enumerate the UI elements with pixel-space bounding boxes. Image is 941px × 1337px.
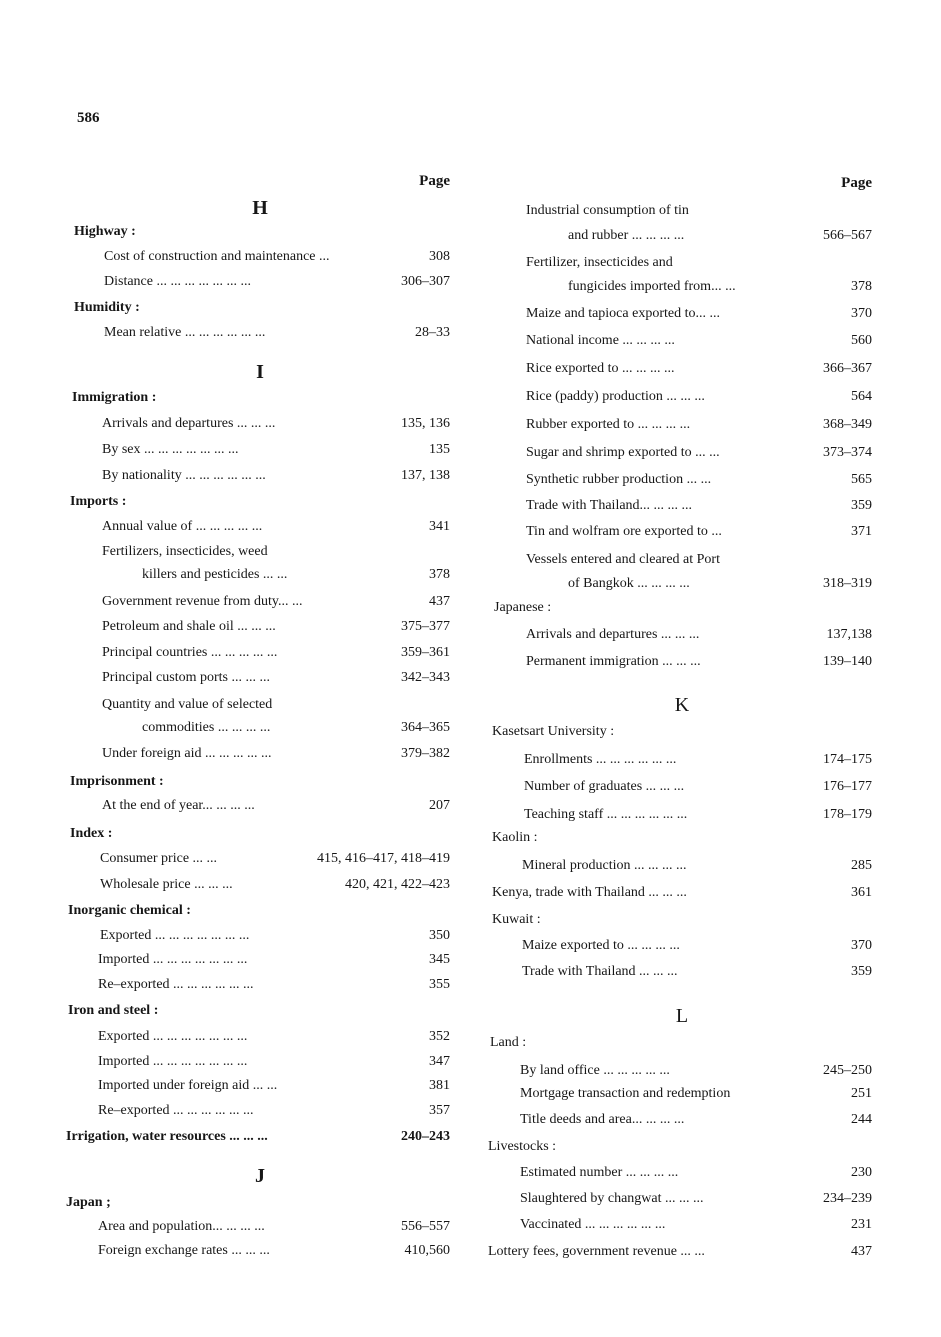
- page-reference: 371: [851, 524, 872, 539]
- page-reference: 381: [429, 1078, 450, 1093]
- page-reference: 135, 136: [401, 416, 450, 431]
- page-number: 586: [77, 110, 100, 126]
- entry-label: Exported ... ... ... ... ... ... ...: [100, 928, 250, 943]
- entry-label: Vessels entered and cleared at Port: [526, 552, 720, 567]
- entry-label: Industrial consumption of tin: [526, 203, 689, 218]
- entry-label: Index :: [70, 826, 113, 841]
- entry-label: Japanese :: [494, 600, 552, 615]
- entry-label: Mean relative ... ... ... ... ... ...: [104, 325, 266, 340]
- page-reference: 231: [851, 1217, 872, 1232]
- page-reference: 234–239: [823, 1191, 872, 1206]
- page-reference: 135: [429, 442, 450, 457]
- entry-label: Re–exported ... ... ... ... ... ...: [98, 1103, 254, 1118]
- entry-label: Permanent immigration ... ... ...: [526, 654, 701, 669]
- page-reference: 373–374: [823, 445, 872, 460]
- page-reference: 359: [851, 498, 872, 513]
- page-reference: 342–343: [401, 670, 450, 685]
- entry-label: Vaccinated ... ... ... ... ... ...: [520, 1217, 666, 1232]
- entry-label: Land :: [490, 1035, 527, 1050]
- entry-label: Principal custom ports ... ... ...: [102, 670, 270, 685]
- page-reference: 415, 416–417, 418–419: [317, 851, 450, 866]
- entry-label: Rice (paddy) production ... ... ...: [526, 389, 705, 404]
- entry-label: fungicides imported from... ...: [568, 279, 736, 294]
- page-reference: 378: [851, 279, 872, 294]
- entry-label: Rubber exported to ... ... ... ...: [526, 417, 691, 432]
- entry-label: killers and pesticides ... ...: [142, 567, 288, 582]
- entry-label: Inorganic chemical :: [68, 903, 191, 918]
- entry-label: Imprisonment :: [70, 774, 164, 789]
- page-reference: 251: [851, 1086, 872, 1101]
- page-reference: 28–33: [415, 325, 450, 340]
- entry-label: Government revenue from duty... ...: [102, 594, 303, 609]
- entry-label: National income ... ... ... ...: [526, 333, 675, 348]
- entry-label: By land office ... ... ... ... ...: [520, 1063, 670, 1078]
- entry-label: By nationality ... ... ... ... ... ...: [102, 468, 266, 483]
- entry-label: Estimated number ... ... ... ...: [520, 1165, 679, 1180]
- entry-label: Cost of construction and maintenance ...: [104, 249, 330, 264]
- entry-label: Under foreign aid ... ... ... ... ...: [102, 746, 272, 761]
- page-reference: 345: [429, 952, 450, 967]
- page-reference: 318–319: [823, 576, 872, 591]
- entry-label: By sex ... ... ... ... ... ... ...: [102, 442, 239, 457]
- page-reference: 139–140: [823, 654, 872, 669]
- entry-label: Imported ... ... ... ... ... ... ...: [98, 952, 248, 967]
- entry-label: Slaughtered by changwat ... ... ...: [520, 1191, 704, 1206]
- entry-label: Arrivals and departures ... ... ...: [526, 627, 700, 642]
- page-reference: 379–382: [401, 746, 450, 761]
- page-reference: 357: [429, 1103, 450, 1118]
- entry-label: Irrigation, water resources ... ... ...: [66, 1129, 268, 1144]
- page-reference: 370: [851, 938, 872, 953]
- entry-label: Kaolin :: [492, 830, 538, 845]
- page-reference: 359–361: [401, 645, 450, 660]
- index-column-right: [488, 0, 876, 1337]
- page-reference: 341: [429, 519, 450, 534]
- page-reference: 355: [429, 977, 450, 992]
- entry-label: Mineral production ... ... ... ...: [522, 858, 687, 873]
- entry-label: of Bangkok ... ... ... ...: [568, 576, 690, 591]
- section-letter: H: [252, 197, 268, 219]
- page-reference: 556–557: [401, 1219, 450, 1234]
- entry-label: Number of graduates ... ... ...: [524, 779, 685, 794]
- entry-label: Japan ;: [66, 1195, 111, 1210]
- entry-label: Rice exported to ... ... ... ...: [526, 361, 675, 376]
- entry-label: Immigration :: [72, 390, 157, 405]
- entry-label: Imported ... ... ... ... ... ... ...: [98, 1054, 248, 1069]
- entry-label: Quantity and value of selected: [102, 697, 273, 712]
- entry-label: Tin and wolfram ore exported to ...: [526, 524, 722, 539]
- entry-label: Teaching staff ... ... ... ... ... ...: [524, 807, 688, 822]
- entry-label: Imports :: [70, 494, 127, 509]
- section-letter: K: [674, 694, 690, 716]
- section-letter: J: [255, 1165, 265, 1187]
- page-reference: 410,560: [404, 1243, 450, 1258]
- page-reference: 370: [851, 306, 872, 321]
- page-reference: 245–250: [823, 1063, 872, 1078]
- entry-label: Kenya, trade with Thailand ... ... ...: [492, 885, 687, 900]
- entry-label: Title deeds and area... ... ... ...: [520, 1112, 685, 1127]
- page-reference: 350: [429, 928, 450, 943]
- entry-label: Foreign exchange rates ... ... ...: [98, 1243, 270, 1258]
- page-reference: 366–367: [823, 361, 872, 376]
- page-reference: 174–175: [823, 752, 872, 767]
- page-reference: 375–377: [401, 619, 450, 634]
- entry-label: Livestocks :: [488, 1139, 557, 1154]
- page-reference: 308: [429, 249, 450, 264]
- page-reference: 378: [429, 567, 450, 582]
- page-reference: 420, 421, 422–423: [345, 877, 450, 892]
- page-reference: 137,138: [826, 627, 872, 642]
- entry-label: commodities ... ... ... ...: [142, 720, 271, 735]
- page-column-heading: Page: [419, 173, 450, 189]
- entry-label: Enrollments ... ... ... ... ... ...: [524, 752, 677, 767]
- page-reference: 368–349: [823, 417, 872, 432]
- page-reference: 564: [851, 389, 872, 404]
- entry-label: Petroleum and shale oil ... ... ...: [102, 619, 276, 634]
- page-reference: 176–177: [823, 779, 872, 794]
- page-reference: 364–365: [401, 720, 450, 735]
- index-column-left: [66, 0, 454, 1337]
- entry-label: Maize and tapioca exported to... ...: [526, 306, 720, 321]
- entry-label: Kasetsart University :: [492, 724, 615, 739]
- entry-label: Consumer price ... ...: [100, 851, 218, 866]
- page-reference: 285: [851, 858, 872, 873]
- entry-label: Fertilizer, insecticides and: [526, 255, 673, 270]
- entry-label: Re–exported ... ... ... ... ... ...: [98, 977, 254, 992]
- entry-label: Maize exported to ... ... ... ...: [522, 938, 680, 953]
- page-reference: 347: [429, 1054, 450, 1069]
- entry-label: Trade with Thailand... ... ... ...: [526, 498, 693, 513]
- entry-label: Distance ... ... ... ... ... ... ...: [104, 274, 251, 289]
- page-column-heading: Page: [841, 175, 872, 191]
- entry-label: Trade with Thailand ... ... ...: [522, 964, 678, 979]
- page-reference: 437: [429, 594, 450, 609]
- entry-label: Iron and steel :: [68, 1003, 159, 1018]
- entry-label: At the end of year... ... ... ...: [102, 798, 255, 813]
- section-letter: L: [675, 1005, 689, 1027]
- entry-label: Annual value of ... ... ... ... ...: [102, 519, 263, 534]
- entry-label: Exported ... ... ... ... ... ... ...: [98, 1029, 248, 1044]
- entry-label: and rubber ... ... ... ...: [568, 228, 685, 243]
- page-reference: 560: [851, 333, 872, 348]
- entry-label: Sugar and shrimp exported to ... ...: [526, 445, 720, 460]
- page-reference: 565: [851, 472, 872, 487]
- entry-label: Synthetic rubber production ... ...: [526, 472, 712, 487]
- page-reference: 240–243: [401, 1129, 450, 1144]
- page-reference: 230: [851, 1165, 872, 1180]
- page-reference: 207: [429, 798, 450, 813]
- entry-label: Fertilizers, insecticides, weed: [102, 544, 268, 559]
- page-reference: 178–179: [823, 807, 872, 822]
- section-letter: I: [256, 361, 264, 383]
- entry-label: Area and population... ... ... ...: [98, 1219, 265, 1234]
- entry-label: Lottery fees, government revenue ... ...: [488, 1244, 705, 1259]
- entry-label: Highway :: [74, 224, 136, 239]
- entry-label: Principal countries ... ... ... ... ...: [102, 645, 278, 660]
- page-reference: 244: [851, 1112, 872, 1127]
- page-reference: 437: [851, 1244, 872, 1259]
- page-reference: 566–567: [823, 228, 872, 243]
- entry-label: Imported under foreign aid ... ...: [98, 1078, 278, 1093]
- page-reference: 359: [851, 964, 872, 979]
- entry-label: Kuwait :: [492, 912, 541, 927]
- entry-label: Humidity :: [74, 300, 140, 315]
- page-reference: 352: [429, 1029, 450, 1044]
- entry-label: Wholesale price ... ... ...: [100, 877, 233, 892]
- page-reference: 306–307: [401, 274, 450, 289]
- page-reference: 361: [851, 885, 872, 900]
- entry-label: Arrivals and departures ... ... ...: [102, 416, 276, 431]
- page-reference: 137, 138: [401, 468, 450, 483]
- entry-label: Mortgage transaction and redemption: [520, 1086, 731, 1101]
